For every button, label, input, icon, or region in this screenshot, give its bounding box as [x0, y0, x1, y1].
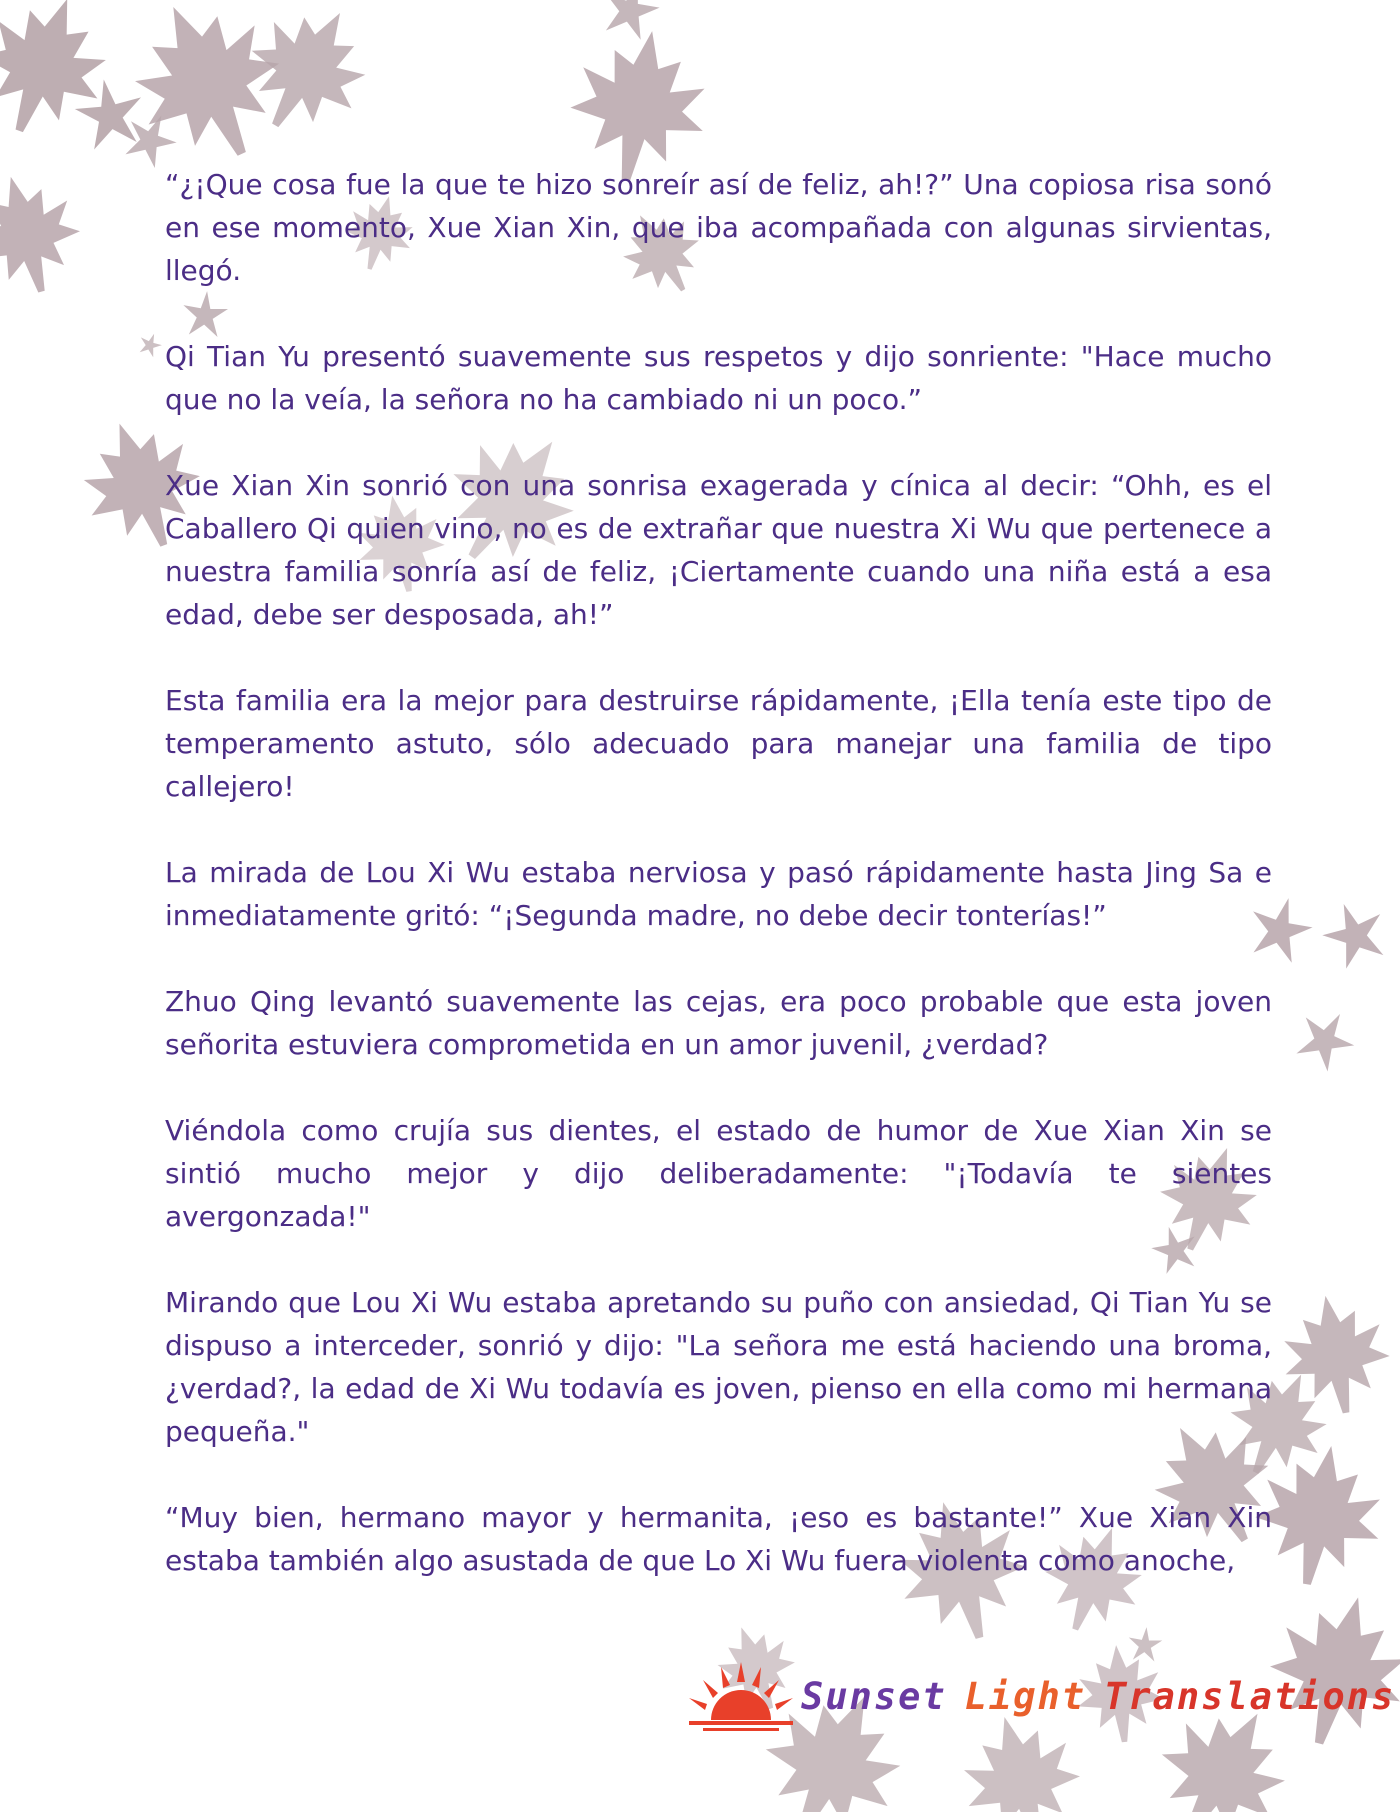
paragraph: Mirando que Lou Xi Wu estaba apretando su puño con ansiedad, Qi Tian Yu se dispuso a interceder, sonrió y dijo: "La señora me está haciendo una broma, ¿verdad?, la edad de Xi Wu todavía es joven, pienso en ella como mi hermana pequeña.": [165, 1286, 1272, 1448]
logo-text-light: Light: [964, 1674, 1087, 1718]
paragraph: “Muy bien, hermano mayor y hermanita, ¡eso es bastante!” Xue Xian Xin estaba también algo asustada de que Lo Xi Wu fuera violenta como anoche,: [165, 1501, 1272, 1577]
paragraph: Zhuo Qing levantó suavemente las cejas, era poco probable que esta joven señorita estuviera comprometida en un amor juvenil, ¿verdad?: [165, 985, 1272, 1061]
paragraph: Xue Xian Xin sonrió con una sonrisa exagerada y cínica al decir: “Ohh, es el Caballero Qi quien vino, no es de extrañar que nuestra Xi Wu que pertenece a nuestra familia sonría así de feliz, ¡Ciertamente cuando una niña está a esa edad, debe ser desposada, ah!”: [165, 469, 1272, 631]
rising-sun-icon: [685, 1658, 797, 1734]
logo-text-translations: Translations: [1104, 1674, 1396, 1718]
paragraph: Viéndola como crujía sus dientes, el estado de humor de Xue Xian Xin se sintió mucho mejor y dijo deliberadamente: "¡Todavía te sientes avergonzada!": [165, 1114, 1272, 1233]
logo-text-sunset: Sunset: [801, 1674, 947, 1718]
paragraph: “¿¡Que cosa fue la que te hizo sonreír así de feliz, ah!?” Una copiosa risa sonó en ese momento, Xue Xian Xin, que iba acompañada con algunas sirvientas, llegó.: [165, 168, 1272, 287]
chapter-text: [165, 163, 1272, 1625]
paragraph: La mirada de Lou Xi Wu estaba nerviosa y pasó rápidamente hasta Jing Sa e inmediatamente gritó: “¡Segunda madre, no debe decir tonterías!”: [165, 856, 1272, 932]
paragraph: Esta familia era la mejor para destruirse rápidamente, ¡Ella tenía este tipo de temperamento astuto, sólo adecuado para manejar una familia de tipo callejero!: [165, 684, 1272, 803]
paragraph: Qi Tian Yu presentó suavemente sus respetos y dijo sonriente: "Hace mucho que no la veía, la señora no ha cambiado ni un poco.”: [165, 340, 1272, 416]
translator-logo: [685, 1658, 1395, 1734]
